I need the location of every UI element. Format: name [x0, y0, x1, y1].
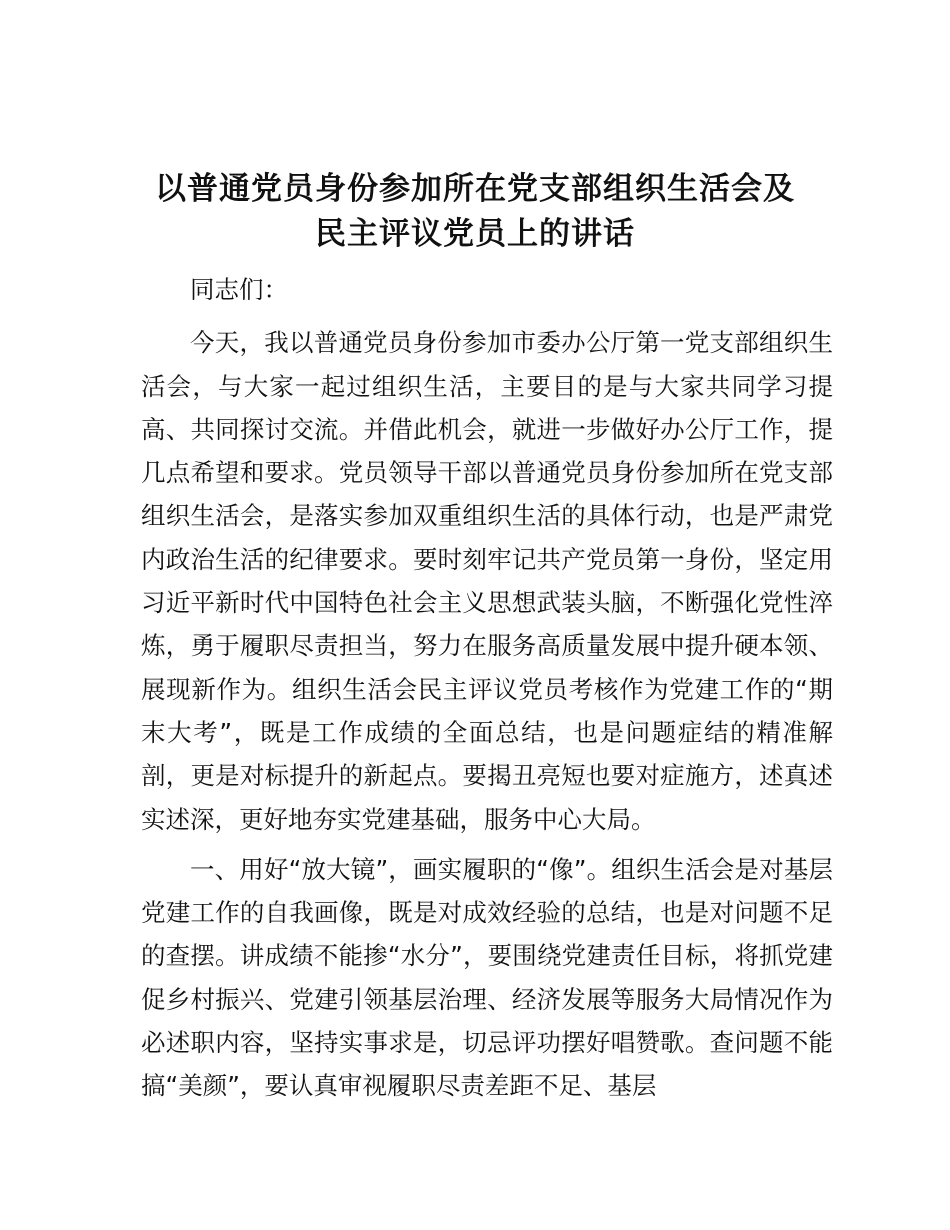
paragraph-section-one: 一、用好“放大镜”，画实履职的“像”。组织生活会是对基层党建工作的自我画像，既是对成效经验的总结，也是对问题不足的查摆。讲成绩不能掺“水分”，要围绕党建责任目标，将抓党建促乡村振兴、党建引领基层治理、经济发展等服务大局情况作为必述职内容，坚持实事求是，切忌评功摆好唱赞歌。查问题不能搞“美颜”，要认真审视履职尽责差距不足、基层	[141, 854, 833, 1101]
document-title-line-2: 民主评议党员上的讲话	[315, 216, 635, 252]
document-title-line-1: 以普通党员身份参加所在党支部组织生活会及	[155, 171, 795, 207]
salutation: 同志们：	[190, 275, 288, 304]
document-body	[141, 268, 833, 1108]
paragraph-opening: 今天，我以普通党员身份参加市委办公厅第一党支部组织生活会，与大家一起过组织生活，主要目的是与大家共同学习提高、共同探讨交流。并借此机会，就进一步做好办公厅工作，提几点希望和要求。党员领导干部以普通党员身份参加所在党支部组织生活会，是落实参加双重组织生活的具体行动，也是严肃党内政治生活的纪律要求。要时刻牢记共产党员第一身份，坚定用习近平新时代中国特色社会主义思想武装头脑，不断强化党性淬炼，勇于履职尽责担当，努力在服务高质量发展中提升硬本领、展现新作为。组织生活会民主评议党员考核作为党建工作的“期末大考”，既是工作成绩的全面总结，也是问题症结的精准解剖，更是对标提升的新起点。要揭丑亮短也要对症施方，述真述实述深，更好地夯实党建基础，服务中心大局。	[141, 328, 833, 834]
